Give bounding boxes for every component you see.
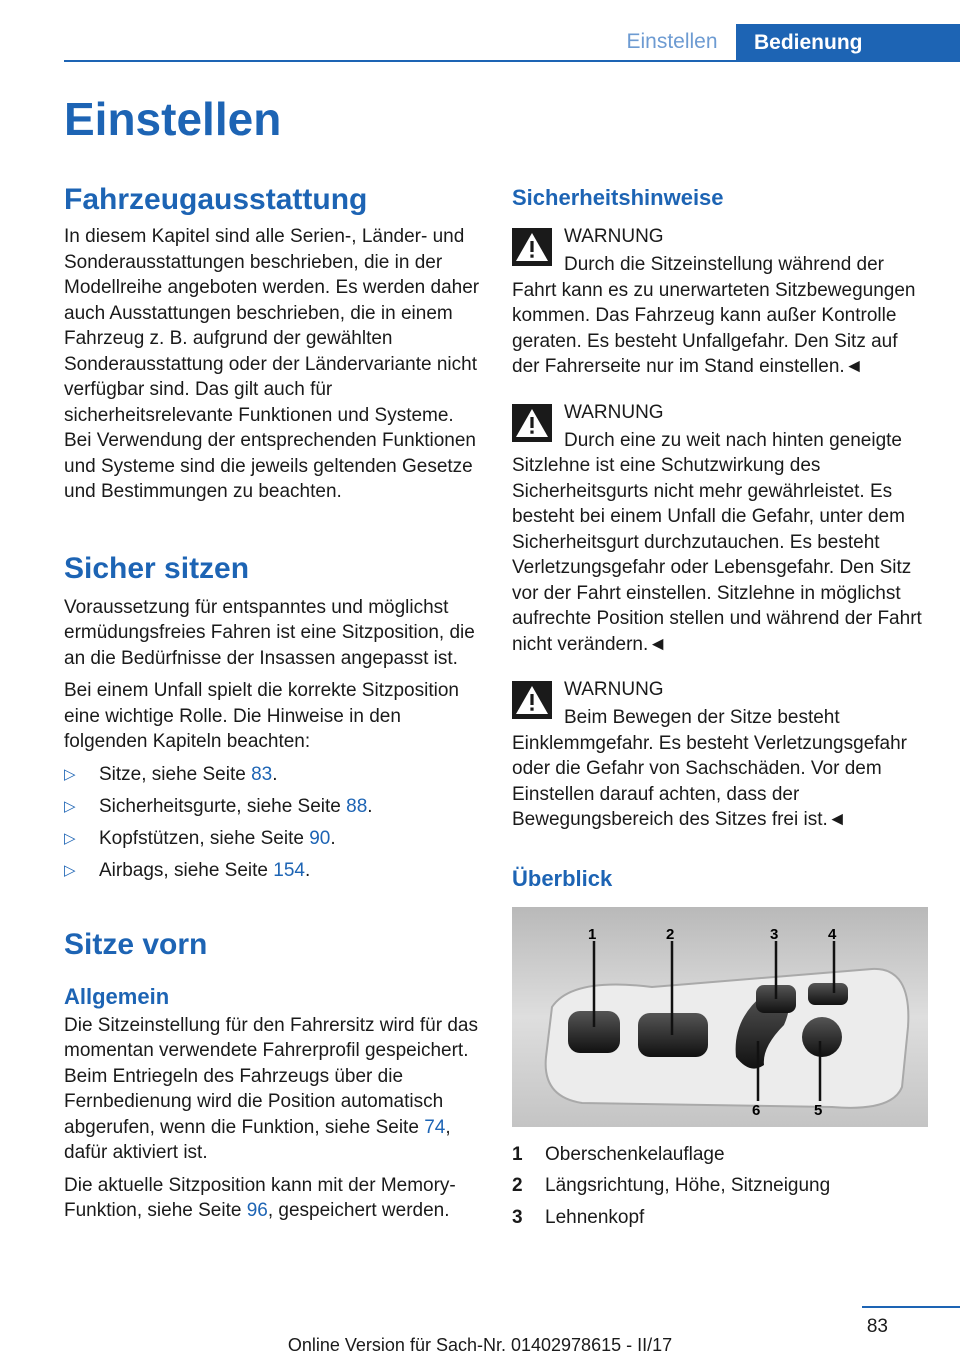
upper-backrest-button	[808, 983, 848, 1005]
footer-text: Online Version für Sach-Nr. 01402978615 - II/17	[287, 1335, 673, 1355]
header-tab-einstellen: Einstellen	[626, 30, 718, 53]
legend-row	[512, 1170, 928, 1202]
list-item: ▷ Kopfstützen, siehe Seite 90.	[64, 827, 336, 849]
warning-heading: WARNUNG	[564, 226, 664, 247]
heading-sitze-vorn: Sitze vorn	[64, 927, 208, 961]
legend-number: 1	[512, 1143, 523, 1165]
warning-text: Beim Bewegen der Sitze besteht Einklemmgefahr. Es besteht Verletzungsgefahr oder die Gefahr von Sachschäden. Vor dem Einstellen darauf achten, dass der Bewegungsbereich des Sitzes frei ist.◄	[512, 707, 908, 830]
heading-fahrzeugausstattung: Fahrzeugausstattung	[64, 183, 368, 216]
header-rule	[64, 60, 960, 62]
figure-label-3: 3	[770, 925, 779, 943]
text-span: , dafür aktiviert ist.	[64, 1116, 451, 1163]
warning-heading: WARNUNG	[564, 679, 664, 700]
right-column	[512, 180, 928, 1233]
legend-number: 3	[512, 1206, 523, 1228]
warning-icon	[512, 404, 552, 442]
legend-number: 2	[512, 1175, 523, 1196]
figure-label-4: 4	[828, 925, 837, 943]
paragraph-sicher-2: Bei einem Unfall spielt die korrekte Sitzposition eine wichtige Rolle. Die Hinweise in den folgenden Kapiteln beachten:	[64, 680, 459, 752]
warning-block	[512, 675, 928, 833]
page-title: Einstellen	[64, 93, 282, 145]
header-tab-bedienung: Bedienung	[736, 24, 960, 62]
paragraph-allgemein-2	[64, 1173, 480, 1224]
list-item: ▷ Airbags, siehe Seite 154.	[64, 859, 311, 881]
list-item-text: Airbags, siehe Seite	[99, 859, 274, 881]
list-item-text: Sicherheitsgurte, siehe Seite	[99, 795, 347, 817]
warning-icon	[512, 681, 552, 719]
page-link[interactable]: 154	[273, 859, 305, 881]
page-number: 83	[866, 1316, 888, 1337]
legend-text: Lehnenkopf	[545, 1206, 645, 1228]
reference-list	[64, 759, 480, 887]
page-link[interactable]: 96	[246, 1200, 268, 1221]
page-link[interactable]: 90	[309, 827, 331, 849]
warning-text: Durch eine zu weit nach hinten geneigte Sitzlehne ist eine Schutzwirkung des Sicherheitsgurts nicht mehr gewährleistet. Es besteht bei einem Unfall die Gefahr, unter dem Sicherheitsgurt durchzutauchen. Es besteht Verletzungsgefahr oder Lebensgefahr. Den Sitz vor der Fahrt einstellen. Sitzlehne in möglichst aufrechte Position stellen und während der Fahrt nicht verändern.◄	[512, 429, 922, 655]
heading-sicher-sitzen: Sicher sitzen	[64, 551, 250, 585]
lumbar-support-button	[802, 1017, 842, 1057]
left-column	[64, 180, 480, 1224]
list-item: ▷ Sitze, siehe Seite 83.	[64, 763, 278, 785]
legend-text: Längsrichtung, Höhe, Sitzneigung	[545, 1175, 831, 1196]
triangle-bullet-icon: ▷	[64, 861, 76, 879]
seat-controls-illustration	[512, 907, 928, 1127]
figure-label-2: 2	[666, 925, 675, 943]
legend-row	[512, 1139, 928, 1171]
legend-row	[512, 1202, 928, 1234]
heading-allgemein: Allgemein	[64, 983, 170, 1009]
figure-label-6: 6	[752, 1101, 761, 1119]
triangle-bullet-icon: ▷	[64, 765, 76, 783]
warning-icon	[512, 228, 552, 266]
paragraph-allgemein-1	[64, 1013, 480, 1166]
warning-block	[512, 222, 928, 380]
text-span: , gespeichert werden.	[267, 1200, 450, 1221]
figure-label-5: 5	[814, 1101, 823, 1119]
paragraph-sicher-1: Voraussetzung für entspanntes und möglichst ermüdungsfreies Fahren ist eine Sitzposition, die an die Bedürfnisse der Insassen angepasst ist.	[64, 596, 475, 669]
legend-text: Oberschenkelauflage	[545, 1143, 725, 1165]
list-item-text: Kopfstützen, siehe Seite	[99, 827, 310, 849]
list-item: ▷ Sicherheitsgurte, siehe Seite 88.	[64, 795, 373, 817]
seat-controls-figure	[512, 907, 928, 1127]
warning-block	[512, 398, 928, 658]
triangle-bullet-icon: ▷	[64, 797, 76, 815]
paragraph-fahrzeugausstattung: In diesem Kapitel sind alle Serien-, Länder- und Sonderausstattungen beschrieben, die in der Modellreihe angeboten werden. Es werden daher auch Ausstattungen beschrieben, die in einem Fahrzeug z. B. aufgrund der gewählten Sonderausstattung oder der Ländervariante nicht verfügbar sind. Das gilt auch für sicherheitsrelevante Funktionen und Systeme. Bei Verwendung der entsprechenden Funktionen und Systeme sind die jeweils geltenden Gesetze und Bestimmungen zu beachten.	[64, 226, 480, 502]
list-item-text: Sitze, siehe Seite	[99, 763, 252, 785]
warning-text: Durch die Sitzeinstellung während der Fahrt kann es zu unerwarteten Sitzbewegungen kommen. Das Fahrzeug kann außer Kontrolle geraten. Es besteht Unfallgefahr. Den Sitz auf der Fahrerseite nur im Stand einstellen.◄	[512, 254, 916, 377]
heading-ueberblick: Überblick	[512, 865, 613, 891]
page-link[interactable]: 74	[424, 1116, 446, 1138]
warning-heading: WARNUNG	[564, 401, 664, 423]
page-link[interactable]: 88	[346, 795, 368, 817]
heading-sicherheitshinweise: Sicherheitshinweise	[512, 185, 724, 210]
figure-label-1: 1	[588, 925, 597, 943]
text-span: Die Sitzeinstellung für den Fahrersitz wird für das momentan verwendete Fahrerprofil gespeichert. Beim Entriegeln des Fahrzeugs über die Fernbedienung wird die Position automatisch abgerufen, wenn die Funktion, siehe Seite	[64, 1014, 478, 1138]
footer-rule	[862, 1306, 960, 1308]
page-link[interactable]: 83	[251, 763, 273, 785]
triangle-bullet-icon: ▷	[64, 829, 76, 847]
figure-legend	[512, 1139, 928, 1234]
text-span: Die aktuelle Sitzposition kann mit der Memory-Funktion, siehe Seite	[64, 1174, 456, 1221]
